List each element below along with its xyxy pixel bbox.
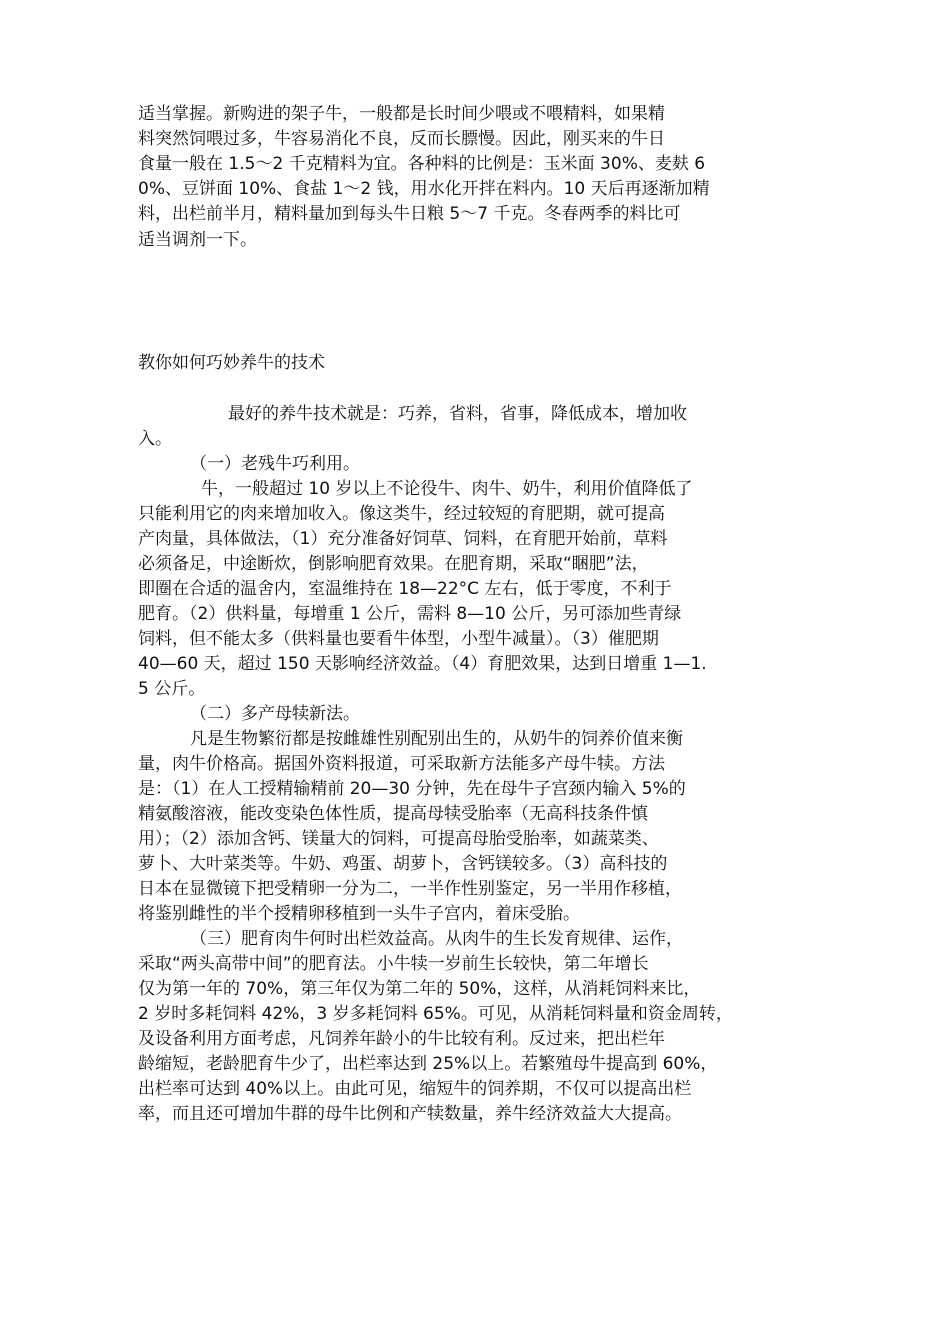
text-line: 即圈在合适的温舍内，室温维持在 18—22°C 左右，低于零度，不利于 bbox=[138, 579, 672, 599]
text-line: 适当调剂一下。 bbox=[138, 230, 257, 250]
text-line: 率，而且还可增加牛群的母牛比例和产犊数量，养牛经济效益大大提高。 bbox=[138, 1104, 682, 1124]
text-line: 用）；（2）添加含钙、镁量大的饲料，可提高母胎受胎率，如蔬菜类、 bbox=[138, 829, 659, 849]
text-line: 量，肉牛价格高。据国外资料报道，可采取新方法能多产母牛犊。方法 bbox=[138, 754, 665, 774]
section-heading: （二）多产母犊新法。 bbox=[190, 704, 360, 724]
text-line: 萝卜、大叶菜类等。牛奶、鸡蛋、胡萝卜，含钙镁较多。（3）高科技的 bbox=[138, 854, 668, 874]
text-line: 将鉴别雌性的半个授精卵移植到一头牛子宫内，着床受胎。 bbox=[138, 904, 580, 924]
text-line: 出栏率可达到 40%以上。由此可见，缩短牛的饲养期，不仅可以提高出栏 bbox=[138, 1079, 692, 1099]
text-line: 精氨酸溶液，能改变染色体性质，提高母犊受胎率（无高科技条件慎 bbox=[138, 804, 648, 824]
article-title: 教你如何巧妙养牛的技术 bbox=[138, 353, 325, 373]
text-line: 产肉量，具体做法，（1）充分准备好饲草、饲料，在育肥开始前，草料 bbox=[138, 529, 668, 549]
text-line: 龄缩短，老龄肥育牛少了，出栏率达到 25%以上。若繁殖母牛提高到 60%， bbox=[138, 1054, 718, 1074]
text-line: 2 岁时多耗饲料 42%，3 岁多耗饲料 65%。可见，从消耗饲料量和资金周转， bbox=[138, 1004, 733, 1024]
section-heading: （一）老残牛巧利用。 bbox=[190, 454, 360, 474]
text-line: 只能利用它的肉来增加收入。像这类牛，经过较短的育肥期，就可提高 bbox=[138, 504, 665, 524]
section-heading: （三）肥育肉牛何时出栏效益高。从肉牛的生长发育规律、运作， bbox=[190, 929, 683, 949]
text-line: 及设备利用方面考虑，凡饲养年龄小的牛比较有利。反过来，把出栏年 bbox=[138, 1029, 665, 1049]
text-line: 日本在显微镜下把受精卵一分为二，一半作性别鉴定，另一半用作移植， bbox=[138, 879, 682, 899]
text-line: 食量一般在 1.5～2 千克精料为宜。各种料的比例是：玉米面 30%、麦麸 6 bbox=[138, 154, 706, 174]
text-line: 采取“两头高带中间”的肥育法。小牛犊一岁前生长较快，第二年增长 bbox=[138, 954, 649, 974]
text-line: 是：（1）在人工授精输精前 20—30 分钟，先在母牛子宫颈内输入 5%的 bbox=[138, 779, 686, 799]
text-line: 料，出栏前半月，精料量加到每头牛日粮 5～7 千克。冬春两季的料比可 bbox=[138, 204, 681, 224]
text-line: 仅为第一年的 70%，第三年仅为第二年的 50%，这样，从消耗饲料来比， bbox=[138, 979, 701, 999]
text-line: 牛，一般超过 10 岁以上不论役牛、肉牛、奶牛，利用价值降低了 bbox=[201, 479, 693, 499]
text-line: 最好的养牛技术就是：巧养，省料，省事，降低成本，增加收 bbox=[228, 404, 687, 424]
text-line: 5 公斤。 bbox=[138, 679, 206, 699]
text-line: 40—60 天，超过 150 天影响经济效益。（4）育肥效果，达到日增重 1—1. bbox=[138, 654, 707, 674]
text-line: 入。 bbox=[138, 429, 172, 449]
text-line: 适当掌握。新购进的架子牛，一般都是长时间少喂或不喂精料，如果精 bbox=[138, 104, 665, 124]
text-line: 肥育。（2）供料量，每增重 1 公斤，需料 8—10 公斤，另可添加些青绿 bbox=[138, 604, 682, 624]
text-line: 饲料，但不能太多（供料量也要看牛体型，小型牛减量）。（3）催肥期 bbox=[138, 629, 659, 649]
text-line: 必须备足，中途断炊，倒影响肥育效果。在肥育期，采取“睏肥”法， bbox=[138, 554, 649, 574]
text-line: 凡是生物繁衍都是按雌雄性别配别出生的，从奶牛的饲养价值来衡 bbox=[190, 729, 683, 749]
text-line: 料突然饲喂过多，牛容易消化不良，反而长膘慢。因此，刚买来的牛日 bbox=[138, 129, 665, 149]
text-line: 0%、豆饼面 10%、食盐 1～2 钱，用水化开拌在料内。10 天后再逐渐加精 bbox=[138, 179, 710, 199]
